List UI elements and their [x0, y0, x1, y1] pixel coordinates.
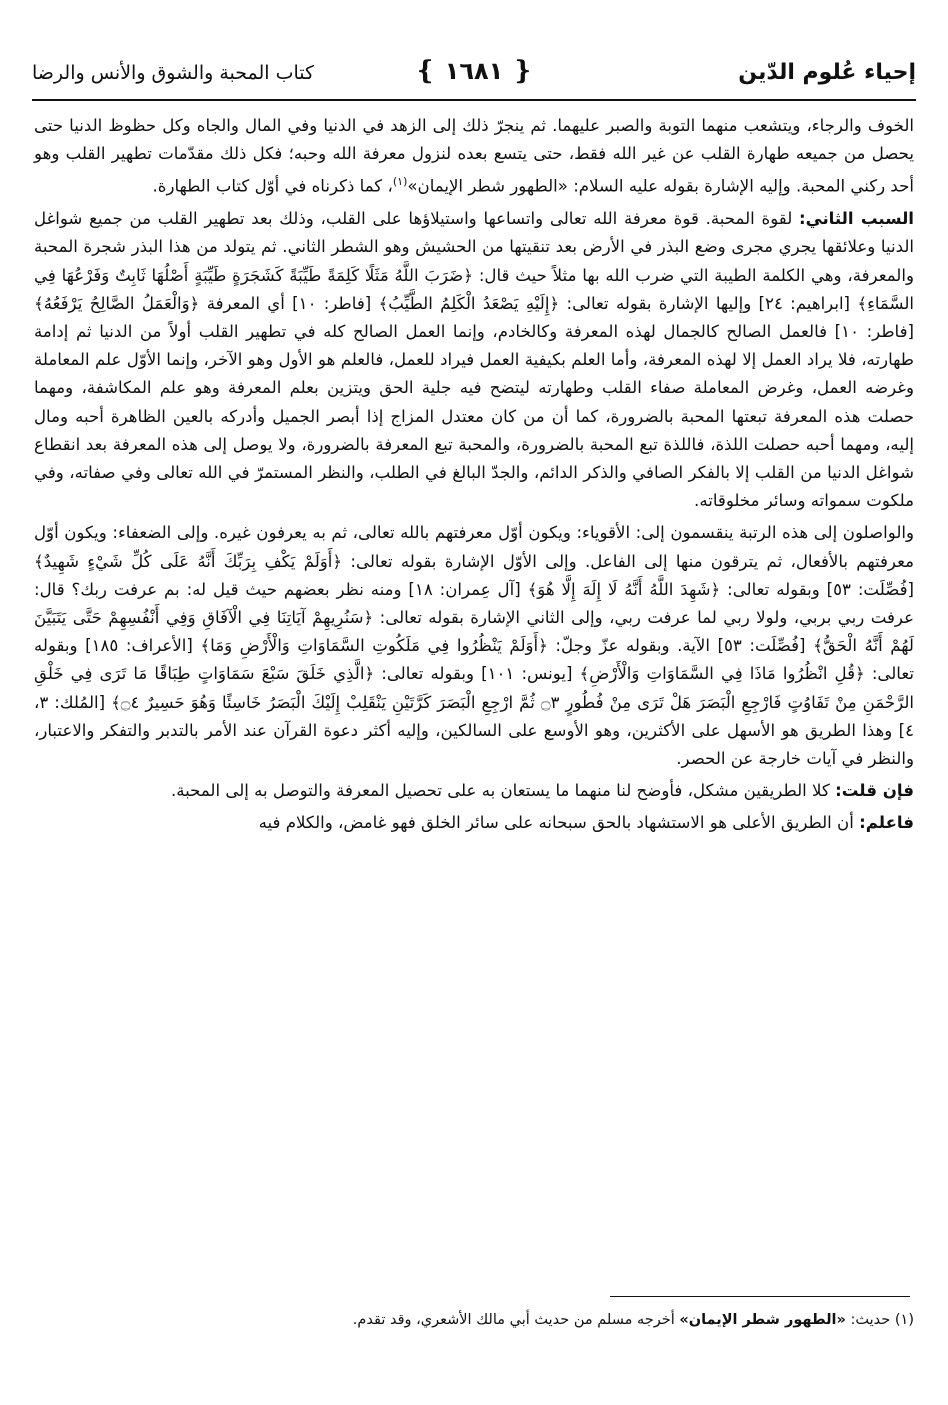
footnote-prefix: حديث:	[850, 1312, 891, 1328]
footnote	[34, 1309, 914, 1331]
paragraph-text: الخوف والرجاء، ويتشعب منهما التوبة والصبر عليهما. ثم ينجرّ ذلك إلى الزهد في الدنيا وفي المال والجاه وكل حظوظ الدنيا حتى يحصل من جميعه طهارة القلب عن غير الله فقط، حتى يتسع بعده لنزول معرفة الله وحبه؛ فكل ذلك مقدّمات تطهير القلب وهو أحد ركني المحبة. وإليه الإشارة بقوله عليه السلام: «الطهور شطر الإيمان»	[34, 116, 914, 196]
book-title: إحياء عُلوم الدّين	[738, 60, 916, 85]
footnote-number: (١)	[894, 1312, 914, 1328]
page-header	[32, 52, 916, 96]
ornament-left-icon: ❴	[414, 56, 437, 86]
paragraph	[34, 112, 914, 201]
paragraph	[34, 777, 914, 805]
page-number: ١٦٨١	[444, 57, 504, 85]
section-title: كتاب المحبة والشوق والأنس والرضا	[32, 62, 315, 84]
paragraph	[34, 205, 914, 515]
paragraph-text: والواصلون إلى هذه الرتبة ينقسمون إلى: الأقوياء: ويكون أوّل معرفتهم بالله تعالى، ثم به يعرفون غيره. وإلى الضعفاء: ويكون أوّل معرفتهم بالأفعال، ثم يترقون منها إلى الفاعل. وإلى الأوّل الإشارة بقوله تعالى: ﴿أَوَلَمْ يَكْفِ بِرَبِّكَ أَنَّهُ عَلَى كُلِّ شَيْءٍ شَهِيدٌ﴾ [فُصِّلَت: ٥٣] وبقوله تعالى: ﴿شَهِدَ اللَّهُ أَنَّهُ لَا إِلَهَ إِلَّا هُوَ﴾ [آل عِمران: ١٨] ومنه نظر بعضهم حيث قيل له: بم عرفت ربك؟ قال: عرفت ربي بربي، ولولا ربي لما عرفت ربي، وإلى الثاني الإشارة بقوله تعالى: ﴿سَنُرِيهِمْ آيَاتِنَا فِي الْآفَاقِ وَفِي أَنْفُسِهِمْ حَتَّى يَتَبَيَّنَ لَهُمْ أَنَّهُ الْحَقُّ﴾ [فُصِّلَت: ٥٣] الآية. وبقوله عزّ وجلّ: ﴿أَوَلَمْ يَنْظُرُوا فِي مَلَكُوتِ السَّمَاوَاتِ وَالْأَرْضِ وَمَا﴾ [الأعراف: ١٨٥] وبقوله تعالى: ﴿قُلِ انْظُرُوا مَاذَا فِي السَّمَاوَاتِ وَالْأَرْضِ﴾ [يونس: ١٠١] وبقوله تعالى: ﴿الَّذِي خَلَقَ سَبْعَ سَمَاوَاتٍ طِبَاقًا مَا تَرَى فِي خَلْقِ الرَّحْمَنِ مِنْ تَفَاوُتٍ فَارْجِعِ الْبَصَرَ هَلْ تَرَى مِنْ فُطُورٍ ۝٣ ثُمَّ ارْجِعِ الْبَصَرَ كَرَّتَيْنِ يَنْقَلِبْ إِلَيْكَ الْبَصَرُ خَاسِئًا وَهُوَ حَسِيرٌ ۝٤﴾ [المُلك: ٣، ٤] وهذا الطريق هو الأسهل على الأكثرين، وهو الأوسع على السالكين، وإليه أكثر دعوة القرآن عند الأمر بالتدبر والتفكر والاعتبار، والنظر في آيات خارجة عن الحصر.	[34, 523, 915, 768]
paragraph-lead: فاعلم:	[859, 813, 914, 833]
paragraph-text: أن الطريق الأعلى هو الاستشهاد بالحق سبحانه على سائر الخلق فهو غامض، والكلام فيه	[258, 813, 854, 833]
footnote-text: أخرجه مسلم من حديث أبي مالك الأشعري، وقد تقدم.	[352, 1312, 675, 1328]
paragraph-tail: ، كما ذكرناه في أوّل كتاب الطهارة.	[152, 176, 393, 196]
footnote-divider	[610, 1296, 910, 1297]
paragraph	[34, 809, 914, 837]
paragraph-text: كلا الطريقين مشكل، فأوضح لنا منهما ما يستعان به على تحصيل المعرفة والتوصل به إلى المحبة.	[170, 781, 830, 801]
footnote-mark: (١)	[392, 175, 408, 189]
paragraph	[34, 519, 914, 773]
paragraph-lead: فإن قلت:	[835, 781, 914, 801]
main-text	[34, 112, 914, 838]
paragraph-lead: السبب الثاني:	[799, 209, 914, 229]
footnote-title: «الطهور شطر الإيمان»	[679, 1312, 846, 1328]
header-divider	[32, 99, 916, 101]
paragraph-text: لقوة المحبة. قوة معرفة الله تعالى واتساعها واستيلاؤها على القلب، وذلك بعد تطهير القلب من جميع شواغل الدنيا وعلائقها يجري مجرى وضع البذر في الأرض بعد تنقيتها من الحشيش وهو الشطر الثاني. ثم يتولد من هذا البذر شجرة المحبة والمعرفة، وهي الكلمة الطيبة التي ضرب الله بها مثلاً حيث قال: ﴿ضَرَبَ اللَّهُ مَثَلًا كَلِمَةً طَيِّبَةً كَشَجَرَةٍ طَيِّبَةٍ أَصْلُهَا ثَابِتٌ وَفَرْعُهَا فِي السَّمَاءِ﴾ [ابراهيم: ٢٤] وإليها الإشارة بقوله تعالى: ﴿إِلَيْهِ يَصْعَدُ الْكَلِمُ الطَّيِّبُ﴾ [فاطر: ١٠] أي المعرفة ﴿وَالْعَمَلُ الصَّالِحُ يَرْفَعُهُ﴾ [فاطر: ١٠] فالعمل الصالح كالجمال لهذه المعرفة وكالخادم، وإنما العمل الصالح كله في تطهير القلب أولاً من الدنيا ثم إدامة طهارته، فلا يراد العمل إلا لهذه المعرفة، وأما العلم بكيفية العمل فيراد للعمل، فالعلم هو الأول وهو الآخر، وإنما الأوّل علم المعاملة وغرضه العمل، وغرض المعاملة صفاء القلب وطهارته ليتضح فيه جلية الحق ويتزين بعلم المعرفة وهو علم المكاشفة، ومهما حصلت هذه المعرفة تبعتها المحبة بالضرورة، كما أن من كان معتدل المزاج إذا أبصر الجميل وأدركه بالعين الظاهرة أحبه ومال إليه، ومهما أحبه حصلت اللذة، فاللذة تبع المحبة بالضرورة، والمحبة تبع المعرفة بالضرورة، ولا يوصل إلى هذه المعرفة بعد انقطاع شواغل الدنيا من القلب إلا بالفكر الصافي والذكر الدائم، والجدّ البالغ في الطلب، والنظر المستمرّ في الله تعالى وفي صفاته، وفي ملكوت سمواته وسائر مخلوقاته.	[34, 209, 914, 511]
ornament-right-icon: ❵	[511, 56, 534, 86]
